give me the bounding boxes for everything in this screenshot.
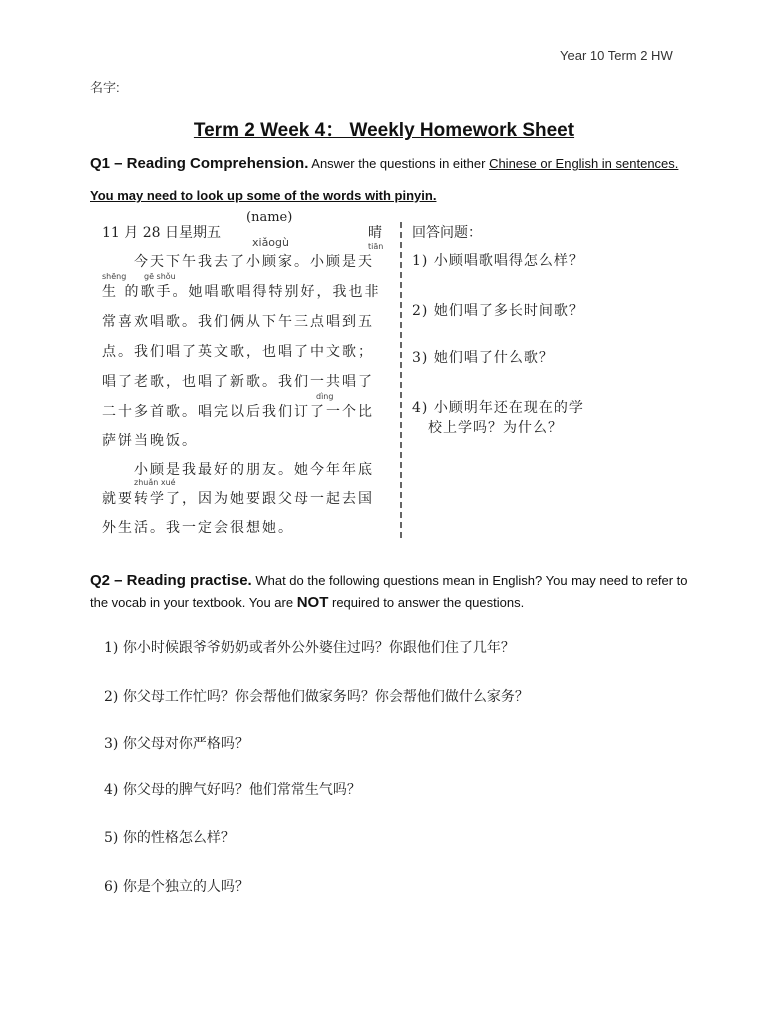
q2-item: 6) 你是个独立的人吗？: [104, 879, 249, 895]
page-title: Term 2 Week 4： Weekly Homework Sheet: [193, 120, 575, 141]
course-label: Year 10 Term 2 HW: [560, 48, 673, 63]
passage-line: 萨饼当晚饭。: [102, 433, 198, 449]
q1-instruction-underlined: Chinese or English in sentences.: [489, 156, 679, 171]
passage-line: 二十多首歌。唱完以后我们订了一个比: [102, 404, 374, 420]
passage-line: 小顾是我最好的朋友。她今年年底: [134, 462, 374, 478]
passage-line: 外生活。我一定会很想她。: [102, 520, 294, 536]
passage-date: 11 月 28 日星期五: [102, 225, 221, 241]
passage-line: 就要转学了，因为她要跟父母一起去国: [102, 491, 374, 507]
pinyin-geshou: gē shǒu: [144, 272, 176, 281]
passage-line: 唱了老歌，也唱了新歌。我们一共唱了: [102, 374, 374, 390]
passage-line: 生 的歌手。她唱歌唱得特别好，我也非: [102, 284, 381, 300]
passage-line: 点。我们唱了英文歌，也唱了中文歌；: [102, 344, 374, 360]
q2-label: Q2 – Reading practise.: [90, 572, 252, 589]
name-field-label: 名字:: [90, 80, 120, 95]
q1-note: You may need to look up some of the words with pinyin.: [90, 188, 437, 203]
passage-line: 常喜欢唱歌。我们俩从下午三点唱到五: [102, 314, 374, 330]
q1-label: Q1 – Reading Comprehension.: [90, 155, 309, 172]
pinyin-tian: tiān: [368, 242, 384, 251]
questions-heading: 回答问题：: [412, 225, 482, 241]
pinyin-sheng: shēng: [102, 272, 127, 281]
q2-emphasis: NOT: [296, 594, 329, 611]
question-item: 校上学吗？为什么？: [428, 420, 563, 436]
question-item: 1) 小顾唱歌唱得怎么样？: [412, 253, 584, 269]
q2-item: 3) 你父母对你严格吗？: [104, 736, 249, 752]
q2-item: 4) 你父母的脾气好吗？他们常常生气吗？: [104, 782, 361, 798]
q2-item: 2) 你父母工作忙吗？你会帮他们做家务吗？你会帮他们做什么家务？: [104, 689, 529, 705]
q2-text-end: required to answer the questions.: [328, 595, 525, 610]
question-item: 2) 她们唱了多长时间歌？: [412, 303, 584, 319]
q2-item: 5) 你的性格怎么样？: [104, 830, 235, 846]
pinyin-ding: dìng: [316, 392, 334, 401]
q2-heading: [90, 570, 690, 614]
pinyin-xiaogu: xiǎogù: [252, 236, 289, 249]
q1-instruction: Answer the questions in either: [311, 156, 490, 171]
question-item: 3) 她们唱了什么歌？: [412, 350, 554, 366]
question-item: 4) 小顾明年还在现在的学: [412, 400, 584, 416]
pinyin-zhuanxue: zhuǎn xué: [134, 478, 176, 487]
q2-item: 1) 你小时候跟爷爷奶奶或者外公外婆住过吗？你跟他们住了几年？: [104, 640, 515, 656]
passage-weather: 晴: [368, 225, 382, 241]
q1-heading: [90, 155, 690, 172]
passage-line: 今天下午我去了小顾家。小顾是天: [134, 254, 374, 270]
dashed-divider: [400, 222, 402, 538]
passage-name-note: (name): [246, 210, 293, 225]
q2-text: What do the following questions mean in English? You may need to refer to the vocab in your textbook. You are: [90, 573, 688, 610]
